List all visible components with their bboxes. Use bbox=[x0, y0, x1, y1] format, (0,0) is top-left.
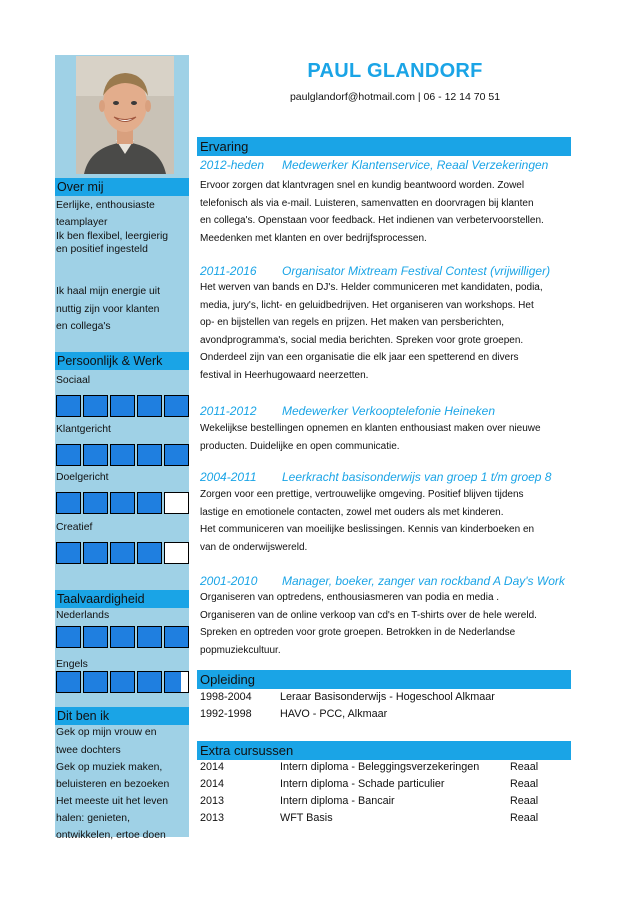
rating-block bbox=[56, 671, 81, 693]
self-line: Gek op mijn vrouw en bbox=[56, 727, 157, 738]
job-description bbox=[200, 589, 572, 659]
rating-block bbox=[164, 492, 189, 514]
course-row bbox=[200, 793, 572, 810]
education-period: 1998-2004 bbox=[200, 691, 252, 703]
rating-block bbox=[137, 492, 162, 514]
rating-block bbox=[164, 444, 189, 466]
rating-block bbox=[83, 492, 108, 514]
about-line: Eerlijke, enthousiaste bbox=[56, 200, 155, 211]
job-line: en collega's. Openstaan voor feedback. Het indienen van verbetervoorstellen. bbox=[200, 215, 544, 226]
rating-block bbox=[83, 395, 108, 417]
rating-block bbox=[110, 395, 135, 417]
self-line: beluisteren en bezoeken bbox=[56, 779, 170, 790]
education-row bbox=[200, 689, 572, 706]
job-line: Het werven van bands en DJ's. Helder communiceren met kandidaten, podia, bbox=[200, 282, 543, 293]
experience-heading: Ervaring bbox=[197, 137, 571, 156]
self-line: Het meeste uit het leven bbox=[56, 796, 169, 807]
course-row bbox=[200, 759, 572, 776]
about-heading: Over mij bbox=[55, 178, 189, 196]
course-org: Reaal bbox=[510, 795, 539, 807]
about-line: nuttig zijn voor klanten bbox=[56, 304, 160, 315]
education-title: Leraar Basisonderwijs - Hogeschool Alkmaar bbox=[280, 691, 495, 703]
job-line: Wekelijkse bestellingen opnemen en klanten enthousiast maken over nieuwe bbox=[200, 423, 541, 434]
language-label: Engels bbox=[56, 659, 88, 670]
job-period: 2004-2011 bbox=[200, 470, 257, 484]
job-line: Onderdeel zijn van een organisatie die elk jaar een spetterend en divers bbox=[200, 352, 519, 363]
rating-block bbox=[110, 492, 135, 514]
course-row bbox=[200, 776, 572, 793]
rating-block bbox=[110, 626, 135, 648]
job-header bbox=[200, 574, 565, 588]
job-line: Ervoor zorgen dat klantvragen snel en kundig beantwoord worden. Zowel bbox=[200, 180, 525, 191]
course-row bbox=[200, 810, 572, 827]
rating-block bbox=[56, 395, 81, 417]
contact-info: paulglandorf@hotmail.com | 06 - 12 14 70 51 bbox=[289, 91, 501, 103]
skill-rating bbox=[56, 395, 191, 417]
language-rating bbox=[56, 626, 191, 648]
skill-rating bbox=[56, 492, 191, 514]
job-line: festival in Heerhugowaard neerzetten. bbox=[200, 369, 369, 381]
rating-block bbox=[164, 542, 189, 564]
job-line: telefonisch als via e-mail. Luisteren, samenvatten en doorvragen bij klanten bbox=[200, 197, 534, 209]
course-org: Reaal bbox=[510, 761, 539, 773]
job-line: Het communiceren van moeilijke beslissingen. Kennis van kinderboeken en bbox=[200, 524, 535, 535]
job-description bbox=[200, 279, 572, 384]
about-line: Ik haal mijn energie uit bbox=[56, 286, 160, 297]
course-year: 2013 bbox=[200, 795, 225, 807]
job-period: 2011-2012 bbox=[200, 404, 257, 418]
self-line: Gek op muziek maken, bbox=[56, 762, 163, 773]
job-line: lastige en emotionele contacten, zowel met ouders als met kinderen. bbox=[200, 506, 504, 518]
rating-block bbox=[164, 671, 189, 693]
rating-block bbox=[164, 626, 189, 648]
self-line: halen: genieten, bbox=[56, 813, 130, 824]
education-period: 1992-1998 bbox=[200, 708, 252, 720]
rating-block bbox=[83, 671, 108, 693]
page-title: PAUL GLANDORF bbox=[307, 60, 483, 82]
rating-block bbox=[56, 492, 81, 514]
education-title: HAVO - PCC, Alkmaar bbox=[280, 708, 388, 720]
courses-heading: Extra cursussen bbox=[197, 741, 571, 760]
skills-heading: Persoonlijk & Werk bbox=[55, 352, 189, 370]
job-line: popmuziekcultuur. bbox=[200, 644, 281, 656]
job-title: Organisator Mixtream Festival Contest (vrijwilliger) bbox=[282, 264, 551, 278]
self-line: ontwikkelen, ertoe doen bbox=[56, 830, 166, 841]
rating-block bbox=[137, 542, 162, 564]
course-year: 2014 bbox=[200, 761, 225, 773]
job-description bbox=[200, 420, 572, 455]
course-title: Intern diploma - Bancair bbox=[280, 795, 395, 807]
about-line: en positief ingesteld bbox=[56, 244, 148, 255]
job-period: 2012-heden bbox=[200, 158, 265, 172]
rating-block bbox=[83, 626, 108, 648]
job-title: Medewerker Klantenservice, Reaal Verzekeringen bbox=[282, 158, 549, 172]
rating-block bbox=[56, 542, 81, 564]
language-rating bbox=[56, 671, 191, 693]
job-line: van de onderwijswereld. bbox=[200, 541, 308, 553]
skill-rating bbox=[56, 444, 191, 466]
course-year: 2014 bbox=[200, 778, 225, 790]
education-heading: Opleiding bbox=[197, 670, 571, 689]
profile-photo bbox=[76, 56, 174, 174]
rating-block bbox=[56, 626, 81, 648]
rating-block bbox=[137, 671, 162, 693]
job-description bbox=[200, 177, 572, 247]
rating-block bbox=[83, 444, 108, 466]
course-year: 2013 bbox=[200, 812, 225, 824]
education-row bbox=[200, 706, 572, 723]
rating-block bbox=[137, 395, 162, 417]
rating-block bbox=[137, 626, 162, 648]
languages-heading: Taalvaardigheid bbox=[55, 590, 189, 608]
skill-label: Klantgericht bbox=[56, 424, 111, 435]
language-label: Nederlands bbox=[56, 610, 110, 621]
job-line: avondprogramma's, social media berichten. Spreken voor grote groepen. bbox=[200, 334, 524, 346]
course-org: Reaal bbox=[510, 812, 539, 824]
job-title: Medewerker Verkooptelefonie Heineken bbox=[282, 404, 496, 418]
rating-block bbox=[164, 395, 189, 417]
course-title: Intern diploma - Beleggingsverzekeringen bbox=[280, 761, 480, 773]
job-header bbox=[200, 404, 495, 418]
self-heading: Dit ben ik bbox=[55, 707, 189, 725]
skill-label: Doelgericht bbox=[56, 472, 109, 483]
job-title: Leerkracht basisonderwijs van groep 1 t/m groep 8 bbox=[282, 470, 552, 484]
job-header bbox=[200, 264, 550, 278]
rating-block bbox=[110, 671, 135, 693]
course-title: Intern diploma - Schade particulier bbox=[280, 778, 445, 790]
self-line: twee dochters bbox=[56, 745, 121, 756]
skill-label: Sociaal bbox=[56, 375, 91, 386]
course-title: WFT Basis bbox=[280, 812, 333, 824]
job-period: 2011-2016 bbox=[200, 264, 257, 278]
about-line: en collega's bbox=[56, 321, 111, 332]
skill-label: Creatief bbox=[56, 522, 93, 533]
rating-block bbox=[110, 542, 135, 564]
job-line: Spreken en optreden voor grote groepen. Betrokken in de Nederlandse bbox=[200, 627, 516, 638]
job-line: Meedenken met klanten en over bedrijfsprocessen. bbox=[200, 232, 427, 244]
about-line: teamplayer bbox=[56, 217, 108, 228]
rating-block bbox=[56, 444, 81, 466]
about-line: Ik ben flexibel, leergierig bbox=[56, 231, 169, 242]
job-line: Organiseren van optredens, enthousiasmeren van podia en media . bbox=[200, 592, 500, 603]
job-header bbox=[200, 470, 551, 484]
job-header bbox=[200, 158, 548, 172]
rating-block bbox=[137, 444, 162, 466]
job-line: media, jury's, licht- en geluidbedrijven. Het organiseren van workshops. Het bbox=[200, 299, 534, 311]
job-line: op- en bijstellen van regels en prijzen. Het maken van persberichten, bbox=[200, 317, 505, 328]
job-period: 2001-2010 bbox=[200, 574, 258, 588]
job-description bbox=[200, 486, 572, 556]
course-org: Reaal bbox=[510, 778, 539, 790]
job-title: Manager, boeker, zanger van rockband A Day's Work bbox=[282, 574, 565, 588]
job-line: Organiseren van de online verkoop van cd's en T-shirts over de hele wereld. bbox=[200, 609, 537, 621]
rating-block bbox=[83, 542, 108, 564]
job-line: producten. Duidelijke en open communicatie. bbox=[200, 440, 400, 452]
job-line: Zorgen voor een prettige, vertrouwelijke omgeving. Positief blijven tijdens bbox=[200, 489, 524, 500]
skill-rating bbox=[56, 542, 191, 564]
rating-block bbox=[110, 444, 135, 466]
